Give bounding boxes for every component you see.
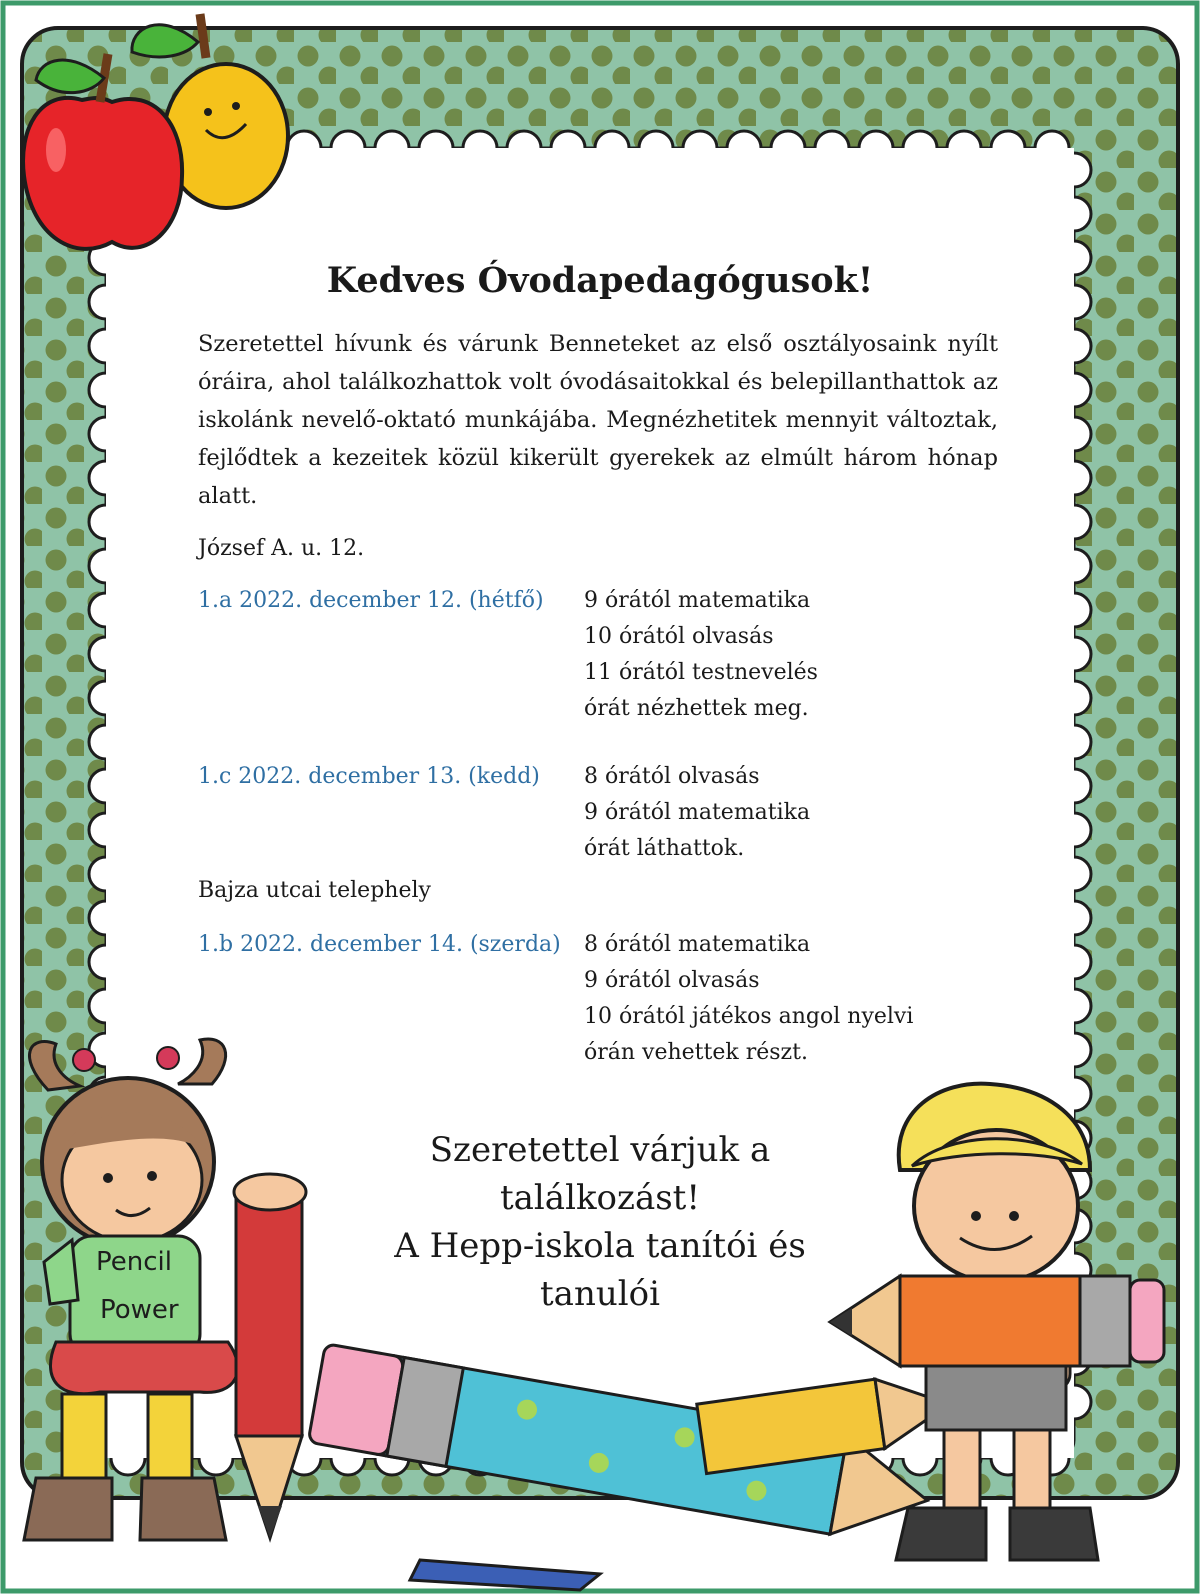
lesson-line: 10 órától játékos angol nyelvi <box>584 1004 914 1029</box>
lesson-line: órát láthattok. <box>584 836 745 861</box>
lesson-line: órát nézhettek meg. <box>584 696 809 721</box>
lesson-line: órán vehettek részt. <box>584 1040 808 1065</box>
tshirt-text-2: Power <box>100 1295 179 1325</box>
location-jozsef-a-u: József A. u. 12. <box>198 536 365 561</box>
class-1c-lessons <box>584 759 810 867</box>
page-title: Kedves Óvodapedagógusok! <box>326 260 874 301</box>
lesson-line: 9 órától olvasás <box>584 968 760 993</box>
class-1b-date: 1.b 2022. december 14. (szerda) <box>198 932 561 957</box>
intro-paragraph: Szeretettel hívunk és várunk Benneteket az első osztályosaink nyílt óráira, ahol találkozhattok volt óvodásaitokkal és belepillanthattok az iskolánk nevelő-oktató munkájába. Megnézhetitek mennyit változtak, fejlődtek a kezeitek közül kikerült gyerekek az elmúlt három hónap alatt. <box>198 331 998 509</box>
lesson-line: 8 órától matematika <box>584 932 811 957</box>
lesson-line: 9 órától matematika <box>584 800 811 825</box>
closing-line: tanulói <box>540 1274 660 1314</box>
class-1a-lessons <box>584 583 818 727</box>
lesson-line: 8 órától olvasás <box>584 764 760 789</box>
closing-line: találkozást! <box>500 1178 700 1218</box>
lesson-line: 10 órától olvasás <box>584 624 774 649</box>
lesson-line: 11 órától testnevelés <box>584 660 818 685</box>
class-1c-date: 1.c 2022. december 13. (kedd) <box>198 764 540 789</box>
lesson-line: 9 órától matematika <box>584 588 811 613</box>
closing-line: A Hepp-iskola tanítói és <box>394 1226 806 1266</box>
closing-line: Szeretettel várjuk a <box>429 1130 771 1170</box>
class-1b-lessons <box>584 927 913 1071</box>
closing-message <box>300 1126 900 1318</box>
class-1a-date: 1.a 2022. december 12. (hétfő) <box>198 588 544 613</box>
location-bajza-utca: Bajza utcai telephely <box>198 878 431 903</box>
tshirt-text-1: Pencil <box>96 1247 172 1277</box>
